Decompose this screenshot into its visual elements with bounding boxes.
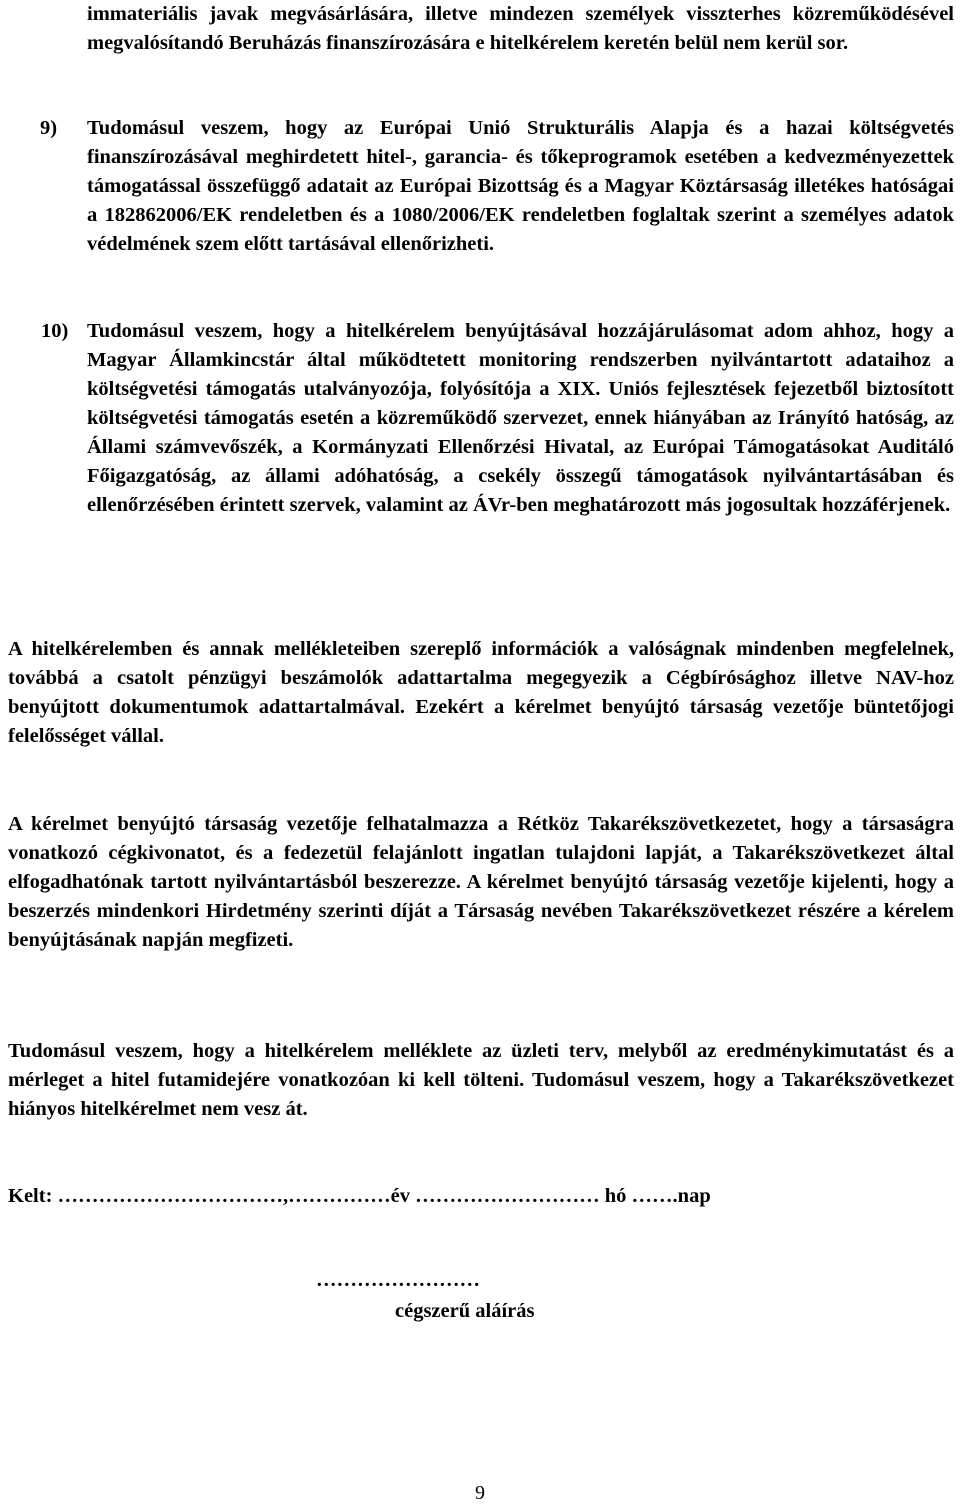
date-line bbox=[8, 1182, 711, 1211]
list-item-10 bbox=[41, 317, 954, 520]
signature-line: …………………… bbox=[316, 1269, 480, 1291]
page-number: 9 bbox=[475, 1482, 485, 1504]
authorization-paragraph: A kérelmet benyújtó társaság vezetője felhatalmazza a Rétköz Takarékszövetkezetet, hogy a társaságra vonatkozó cégkivonatot, és a fedezetül felajánlott ingatlan tulajdoni lapját, a Takarékszövetkezet által elfogadhatónak tartott nyilvántartásból beszerezze. A kérelmet benyújtó társaság vezetője kijelenti, hogy a beszerzés mindenkori Hirdetmény szerinti díját a Társaság nevében Takarékszövetkezet részére a kérelem benyújtásának napján megfizeti. bbox=[8, 813, 954, 951]
list-item-number: 9) bbox=[40, 117, 58, 139]
date-month-blank: ……………………… hó bbox=[415, 1185, 627, 1207]
date-year-blank: ……………év bbox=[288, 1185, 411, 1207]
list-item-text: Tudomásul veszem, hogy az Európai Unió Strukturális Alapja és a hazai költségvetés finanszírozásával meghirdetett hitel-, garancia- és tőkeprogramok esetében a kedvezményezettek támogatással összefüggő adatait az Európai Bizottság és a Magyar Köztársaság illetékes hatóságai a 182862006/EK rendeletben és a 1080/2006/EK rendeletben foglaltak szerint a személyes adatok védelmének szem előtt tartásával ellenőrizheti. bbox=[87, 117, 954, 255]
date-label: Kelt: bbox=[8, 1185, 53, 1207]
date-day-blank: …….nap bbox=[631, 1185, 711, 1207]
date-place-blank: ……………………………, bbox=[57, 1185, 289, 1207]
list-item-number: 10) bbox=[41, 320, 69, 342]
list-item-9 bbox=[40, 114, 954, 259]
intro-continuation-paragraph: immateriális javak megvásárlására, illetve mindezen személyek visszterhes közreműködésével megvalósítandó Beruházás finanszírozására e hitelkérelem keretén belül nem kerül sor. bbox=[87, 3, 954, 54]
list-item-text: Tudomásul veszem, hogy a hitelkérelem benyújtásával hozzájárulásomat adom ahhoz, hogy a Magyar Államkincstár által működtetett monitoring rendszerben nyilvántartott adataihoz a költségvetési támogatás utalványozója, folyósítója a XIX. Uniós fejlesztések fejezetből biztosított költségvetési támogatás esetén a közreműködő szervezet, ennek hiányában az Irányító hatóság, az Állami számvevőszék, a Kormányzati Ellenőrzési Hivatal, az Európai Támogatásokat Auditáló Főigazgatóság, az állami adóhatóság, a csekély összegű támogatások nyilvántartásában és ellenőrzésében érintett szervek, valamint az ÁVr-ben meghatározott más jogosultak hozzáférjenek. bbox=[87, 320, 954, 516]
declaration-paragraph: A hitelkérelemben és annak mellékleteiben szereplő információk a valóságnak mindenben megfelelnek, továbbá a csatolt pénzügyi beszámolók adattartalma megegyezik a Cégbírósághoz illetve NAV-hoz benyújtott dokumentumok adattartalmával. Ezekért a kérelmet benyújtó társaság vezetője büntetőjogi felelősséget vállal. bbox=[8, 638, 954, 747]
acknowledgement-paragraph: Tudomásul veszem, hogy a hitelkérelem melléklete az üzleti terv, melyből az eredménykimutatást és a mérleget a hitel futamidejére vonatkozóan ki kell tölteni. Tudomásul veszem, hogy a Takarékszövetkezet hiányos hitelkérelmet nem vesz át. bbox=[8, 1040, 954, 1120]
signature-label: cégszerű aláírás bbox=[395, 1300, 535, 1322]
